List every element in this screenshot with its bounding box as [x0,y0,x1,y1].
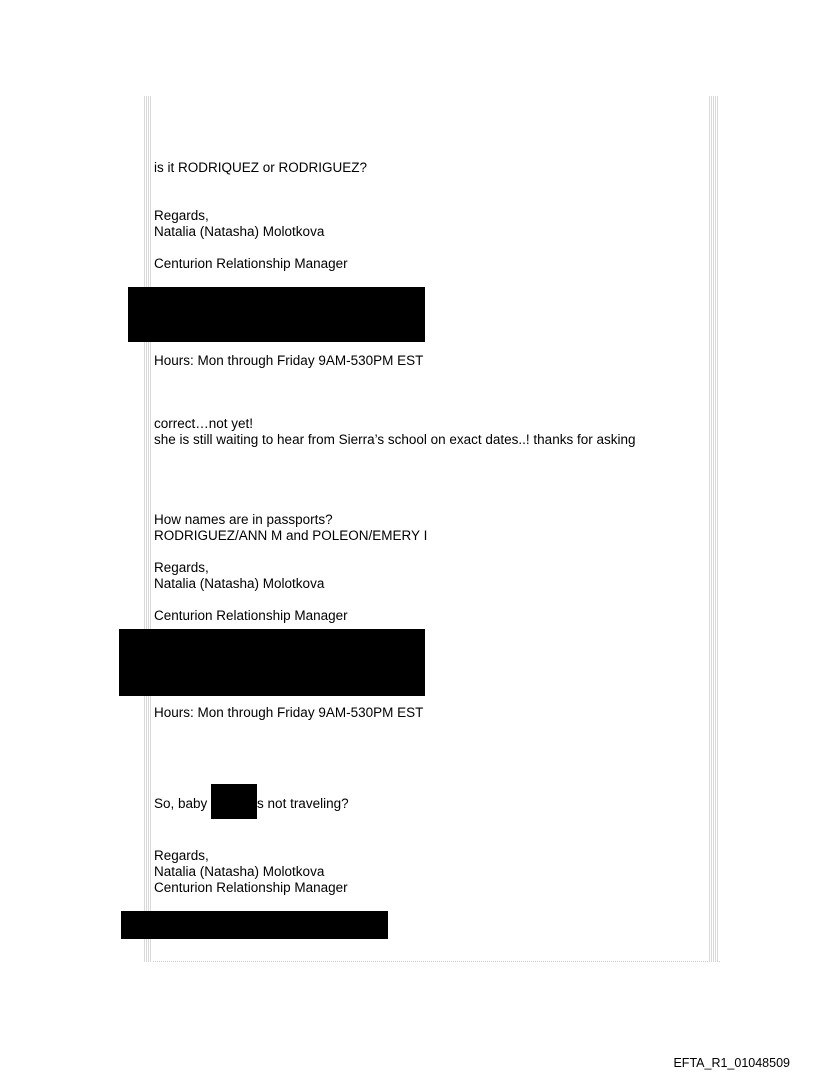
redaction-block [128,287,425,342]
signature-regards: Regards, [154,560,209,575]
left-margin-bar [144,96,152,962]
signature-title: Centurion Relationship Manager [154,256,348,271]
signature-hours: Hours: Mon through Friday 9AM-530PM EST [154,705,424,720]
signature-name: Natalia (Natasha) Molotkova [154,864,325,879]
passport-question: How names are in passports? [154,512,333,527]
redaction-block [121,911,388,939]
redaction-block [119,629,425,696]
document-id: EFTA_R1_01048509 [673,1056,790,1070]
signature-name: Natalia (Natasha) Molotkova [154,576,325,591]
baby-question [154,784,349,819]
spelling-question: is it RODRIQUEZ or RODRIGUEZ? [154,160,368,175]
signature-hours: Hours: Mon through Friday 9AM-530PM EST [154,353,424,368]
signature-name: Natalia (Natasha) Molotkova [154,224,325,239]
signature-title: Centurion Relationship Manager [154,608,348,623]
reply-line: she is still waiting to hear from Sierra’s school on exact dates..! thanks for asking [154,432,636,447]
passport-names: RODRIGUEZ/ANN M and POLEON/EMERY I [154,528,428,543]
inline-redaction [211,784,257,819]
signature-title: Centurion Relationship Manager [154,880,348,895]
signature-regards: Regards, [154,848,209,863]
right-margin-bar [709,96,719,962]
baby-question-start: So, baby [154,796,212,811]
baby-question-end: s not traveling? [257,796,349,811]
reply-line: correct…not yet! [154,416,254,431]
signature-regards: Regards, [154,208,209,223]
